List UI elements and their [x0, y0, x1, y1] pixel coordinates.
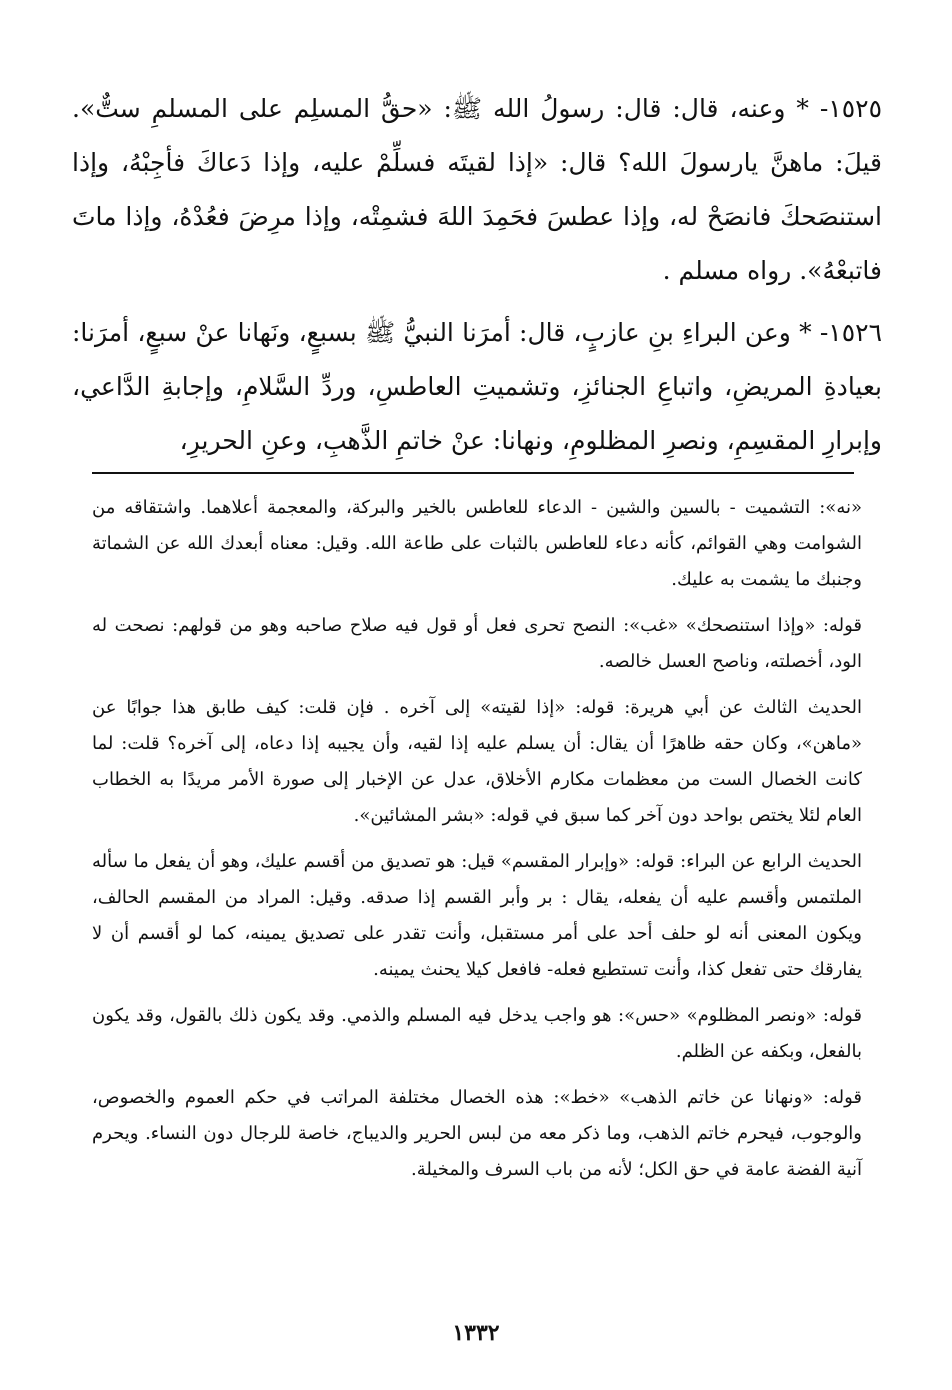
- commentary-note: «نه»: التشميت - بالسين والشين - الدعاء للعاطس بالخير والبركة، والمعجمة أعلاهما. واشتقاقه من الشوامت وهي القوائم، كأنه دعاء للعاطس بالثبات على طاعة الله. وقيل: معناه أبعدك الله عن الشماتة وجنبك ما يشمت به عليك.: [92, 497, 862, 590]
- commentary-note: قوله: «وإذا استنصحك» «غب»: النصح تحرى فعل أو قول فيه صلاح صاحبه وهو من قولهم: نصحت له الود، أخصلته، وناصح العسل خالصه.: [92, 615, 862, 672]
- footnote-divider: [92, 472, 854, 474]
- hadith-1525: ١٥٢٥- * وعنه، قال: قال: رسولُ الله ﷺ: «حقُّ المسلِم على المسلمِ ستٌّ». قيلَ: ماهنَّ يارسولَ الله؟ قال: «إذا لقيتَه فسلِّمْ عليه، وإذا دَعاكَ فأجِبْهُ، وإذا استنصَحكَ فانصَحْ له، وإذا عطسَ فحَمِدَ اللهَ فشمِتْه، وإذا مرِضَ فعُدْهُ، وإذا ماتَ فاتبعْهُ». رواه مسلم .: [72, 94, 882, 285]
- commentary-note: الحديث الرابع عن البراء: قوله: «وإبرار المقسم» قيل: هو تصديق من أقسم عليك، وهو أن يفعل ما سأله الملتمس وأقسم عليه أن يفعله، يقال : بر وأبر القسم إذا صدقه. وقيل: المراد من المقسم الحالف، ويكون المعنى أنه لو حلف أحد على أمر مستقبل، وأنت تقدر على تصديق يمينه، كما لو أقسم أن لا يفارقك حتى تفعل كذا، وأنت تستطيع فعله- فافعل كيلا يحنث يمينه.: [92, 851, 862, 980]
- commentary: [92, 490, 862, 1198]
- commentary-note: قوله: «ونهانا عن خاتم الذهب» «خط»: هذه الخصال مختلفة المراتب في حكم العموم والخصوص، والوجوب، فيحرم خاتم الذهب، وما ذكر معه من لبس الحرير والديباج، خاصة للرجال دون النساء. ويحرم آنية الفضة عامة في حق الكل؛ لأنه من باب السرف والمخيلة.: [92, 1087, 862, 1180]
- page-number: ١٣٣٢: [452, 1320, 500, 1346]
- hadith-text: [72, 82, 882, 476]
- commentary-note: قوله: «ونصر المظلوم» «حس»: هو واجب يدخل فيه المسلم والذمي. وقد يكون ذلك بالقول، وقد يكون بالفعل، وبكفه عن الظلم.: [92, 1005, 862, 1062]
- commentary-note: الحديث الثالث عن أبي هريرة: قوله: «إذا لقيته» إلى آخره . فإن قلت: كيف طابق هذا جوابًا عن «ماهن»، وكان حقه ظاهرًا أن يقال: أن يسلم عليه إذا لقيه، وأن يجيبه إذا دعاه، إلى آخره؟ قلت: لما كانت الخصال الست من معظمات مكارم الأخلاق، عدل عن الإخبار إلى صورة الأمر مريدًا به الخطاب العام لئلا يختص بواحد دون آخر كما سبق في قوله: «بشر المشائين».: [92, 697, 862, 826]
- hadith-1526: ١٥٢٦- * وعن البراءِ بنِ عازبٍ، قال: أمرَنا النبيُّ ﷺ بسبعٍ، ونَهانا عنْ سبعٍ، أمرَنا: بعيادةِ المريضِ، واتباعِ الجنائزِ، وتشميتِ العاطسِ، وردِّ السَّلامِ، وإجابةِ الدَّاعي، وإبرارِ المقسِمِ، ونصرِ المظلومِ، ونهانا: عنْ خاتمِ الذَّهبِ، وعنِ الحريرِ،: [72, 318, 882, 455]
